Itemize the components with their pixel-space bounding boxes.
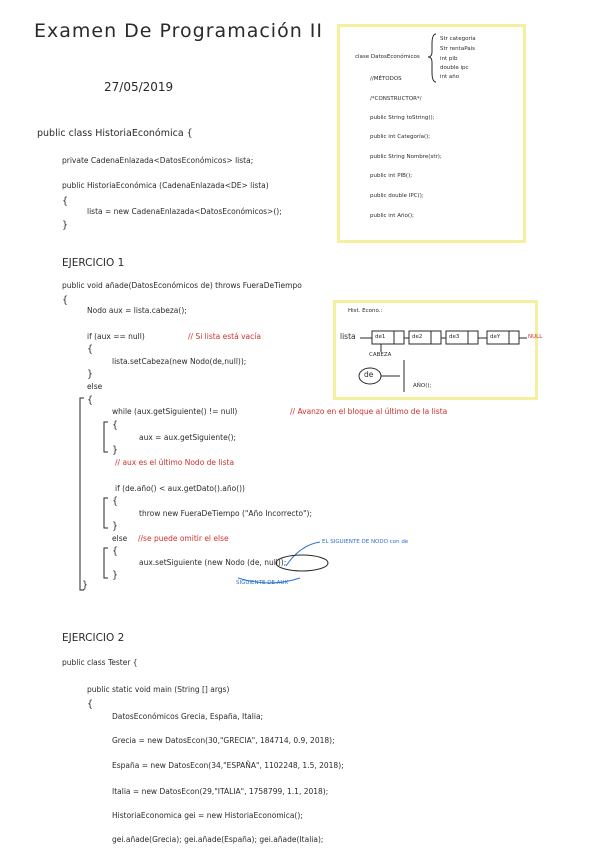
code-brace: }: [82, 580, 89, 591]
diagram-title: Hist. Econo.:: [348, 308, 383, 314]
note-field: Str rentaPais: [440, 46, 476, 52]
ej1-line: else: [112, 534, 128, 543]
note-field: int pib: [440, 56, 458, 62]
annotation-arrow: [286, 542, 320, 566]
ej1-line: if (de.año() < aux.getDato().año()): [115, 484, 245, 493]
ej1-signature: public void añade(DatosEconómicos de) throws FueraDeTiempo: [62, 281, 302, 290]
note-getter: public int PIB();: [370, 173, 413, 179]
code-brace: {: [112, 496, 119, 507]
ej1-comment: // Si lista está vacía: [188, 332, 261, 341]
code-brace: {: [112, 546, 119, 557]
ej1-comment: // Avanzo en el bloque al último de la lista: [290, 407, 448, 416]
diagram-anio-label: AÑO();: [413, 383, 432, 389]
ej2-line: Italia = new DatosEcon(29,"ITALIA", 1758799, 1.1, 2018);: [112, 787, 329, 796]
code-brace: }: [112, 445, 119, 456]
code-brace: }: [62, 220, 69, 231]
diagram-node: de2: [412, 334, 423, 340]
diagram-cabeza-label: CABEZA: [369, 352, 392, 358]
diagram-node-box: [446, 331, 468, 344]
note-getter: public int Categoría();: [370, 134, 431, 140]
ej1-annotation: EL SIGUIENTE DE NODO con de: [322, 539, 409, 545]
ej2-line: DatosEconómicos Grecia, España, Italia;: [112, 712, 264, 721]
code-field: private CadenaEnlazada<DatosEconómicos> lista;: [62, 156, 254, 165]
while-bracket: [104, 422, 108, 452]
diagram-node: de1: [375, 334, 386, 340]
note-brace: [428, 34, 436, 82]
diagram-lista-label: lista: [340, 332, 356, 341]
ej1-line: Nodo aux = lista.cabeza();: [87, 306, 187, 315]
diagram-node: deY: [490, 334, 501, 340]
code-brace: {: [62, 295, 69, 306]
note-getter: public int Año();: [370, 213, 414, 219]
note-field: double ipc: [440, 65, 469, 71]
else2-bracket: [104, 548, 108, 578]
if-bracket: [104, 498, 108, 528]
ej2-line: public static void main (String [] args): [87, 685, 230, 694]
ej1-line: else: [87, 382, 103, 391]
ej1-line: while (aux.getSiguiente() != null): [112, 407, 238, 416]
code-brace: {: [62, 196, 69, 207]
ej2-line: public class Tester {: [62, 658, 138, 667]
note-constructor-comment: /*CONSTRUCTOR*/: [370, 96, 422, 102]
code-ctor: public HistoriaEconómica (CadenaEnlazada<DE> lista): [62, 181, 269, 190]
code-brace: {: [87, 395, 94, 406]
ej1-comment: //se puede omitir el else: [138, 534, 229, 543]
ej1-comment: // aux es el último Nodo de lista: [115, 458, 235, 467]
ej1-annotation: SIGUIENTE DE AUX: [236, 580, 289, 586]
ej1-line: if (aux == null): [87, 332, 145, 341]
code-brace: }: [87, 369, 94, 380]
exam-date: 27/05/2019: [104, 80, 174, 94]
page-title: Examen De Programación II: [34, 20, 323, 42]
code-brace: {: [112, 420, 119, 431]
code-brace: }: [112, 521, 119, 532]
note-field: int año: [440, 74, 460, 80]
ej1-line: aux.setSiguiente (new Nodo (de, null));: [139, 558, 287, 567]
diagram-de-circle: [359, 368, 381, 384]
diagram-node: de3: [449, 334, 460, 340]
ej2-heading: EJERCICIO 2: [62, 632, 125, 644]
ej1-heading: EJERCICIO 1: [62, 257, 125, 269]
code-brace: {: [87, 344, 94, 355]
code-ctor-body: lista = new CadenaEnlazada<DatosEconómicos>();: [87, 207, 282, 216]
code-brace: }: [112, 570, 119, 581]
ej1-line: aux = aux.getSiguiente();: [139, 433, 237, 442]
diagram-node-box: [372, 331, 394, 344]
diagram-node-box: [487, 331, 509, 344]
ej2-line: Grecia = new DatosEcon(30,"GRECIA", 184714, 0.9, 2018);: [112, 736, 335, 745]
ej1-line: throw new FueraDeTiempo ("Año Incorrecto");: [139, 509, 312, 518]
note-class-label: clase DatosEconómicos: [355, 54, 420, 60]
diagram-node-box: [409, 331, 431, 344]
note-getter: public double IPC();: [370, 193, 424, 199]
diagram-null-label: NULL: [528, 334, 543, 340]
ej2-line: España = new DatosEcon(34,"ESPAÑA", 1102248, 1.5, 2018);: [112, 761, 344, 770]
code-class-decl: public class HistoriaEconómica {: [37, 128, 193, 139]
code-brace: {: [87, 699, 94, 710]
note-methods-comment: //MÉTODOS: [370, 76, 402, 82]
diagram-de-label: de: [364, 370, 374, 379]
ej2-line: HistoriaEconomica gei = new HistoriaEconomica();: [112, 811, 303, 820]
note-field: Str categoría: [440, 36, 476, 42]
else-bracket: [80, 398, 84, 590]
note-getter: public String Nombre(str);: [370, 154, 442, 160]
ej1-line: lista.setCabeza(new Nodo(de,null));: [112, 357, 247, 366]
ej2-line: gei.añade(Grecia); gei.añade(España); gei.añade(Italia);: [112, 835, 324, 844]
note-getter: public String toString();: [370, 115, 435, 121]
